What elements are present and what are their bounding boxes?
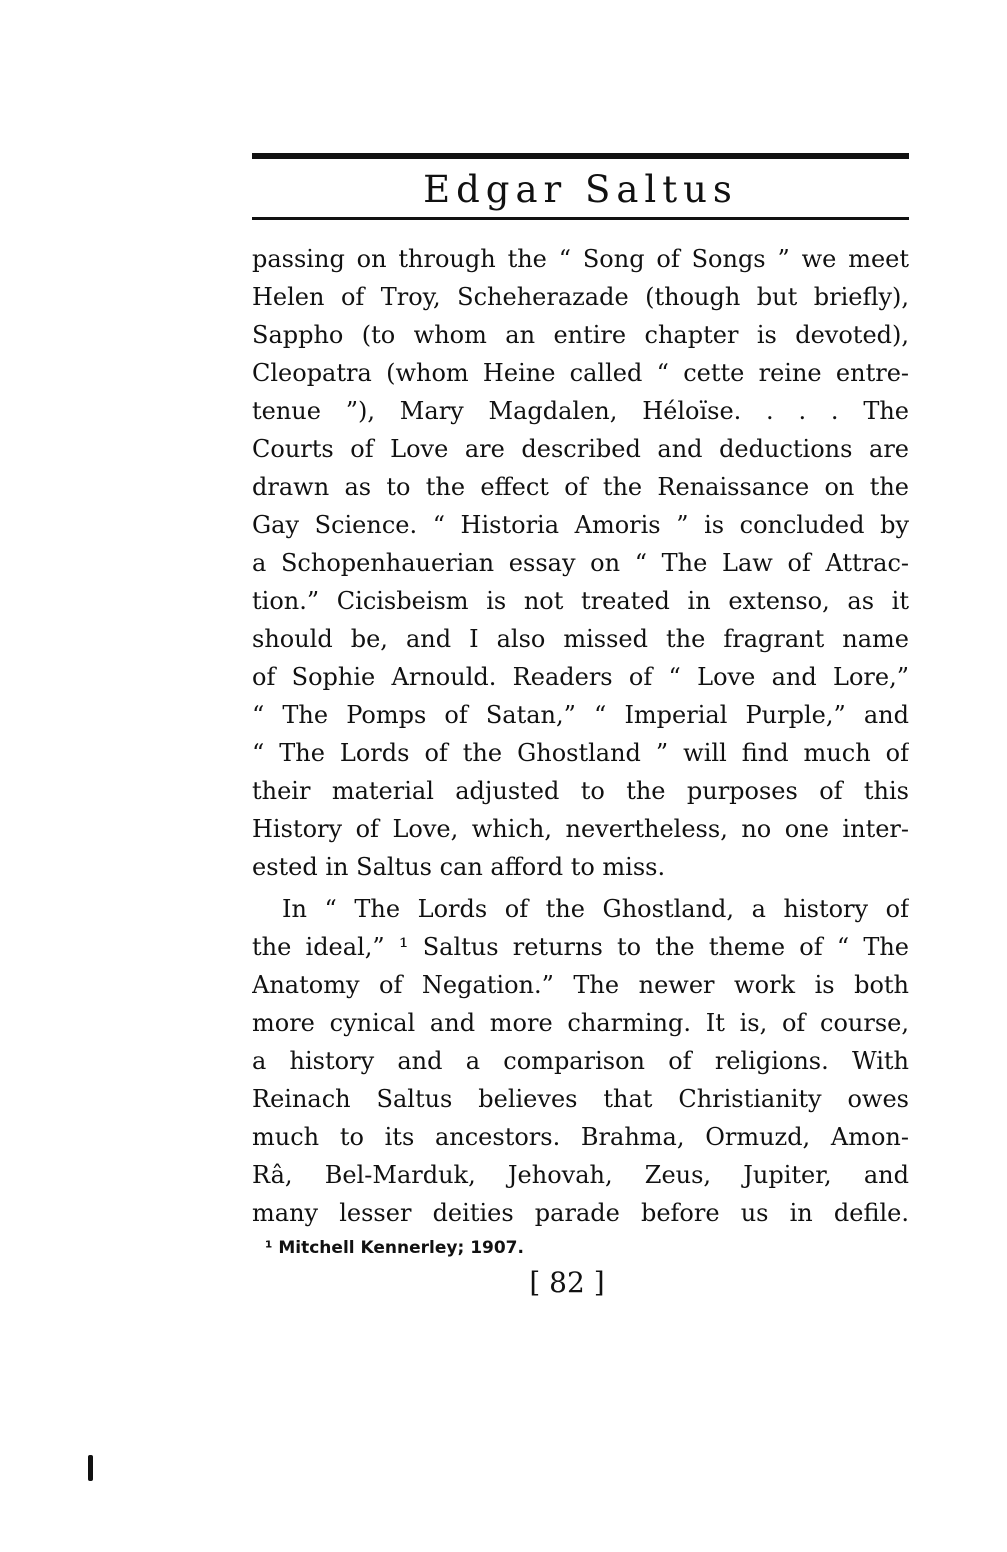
text-line: tenue ”), Mary Magdalen, Héloïse. . . . The (252, 397, 909, 425)
scan-edge-mark (88, 1455, 93, 1481)
text-line: a Schopenhauerian essay on “ The Law of Attrac- (252, 549, 909, 577)
text-line: passing on through the “ Song of Songs ” we meet (252, 245, 909, 273)
text-line: Râ, Bel-Marduk, Jehovah, Zeus, Jupiter, and (252, 1161, 909, 1189)
text-line: a history and a comparison of religions. With (252, 1047, 909, 1075)
footnote: ¹ Mitchell Kennerley; 1907. (265, 1238, 524, 1258)
header-rule-bottom (252, 217, 909, 220)
text-line: should be, and I also missed the fragrant name (252, 625, 909, 653)
text-line: Anatomy of Negation.” The newer work is both (252, 971, 909, 999)
header-rule-top (252, 153, 909, 159)
text-line: tion.” Cicisbeism is not treated in extenso, as it (252, 587, 909, 615)
text-line: Reinach Saltus believes that Christianity owes (252, 1085, 909, 1113)
text-line: much to its ancestors. Brahma, Ormuzd, Amon- (252, 1123, 909, 1151)
text-line: Sappho (to whom an entire chapter is devoted), (252, 321, 909, 349)
text-line: “ The Lords of the Ghostland ” will find much of (252, 739, 909, 767)
body-text (252, 240, 909, 1232)
text-line: In “ The Lords of the Ghostland, a history of (282, 895, 909, 923)
text-line: History of Love, which, nevertheless, no one inter- (252, 815, 909, 843)
text-line: “ The Pomps of Satan,” “ Imperial Purple,” and (252, 701, 909, 729)
text-line: Courts of Love are described and deductions are (252, 435, 909, 463)
text-line: many lesser deities parade before us in defile. (252, 1199, 909, 1227)
text-line: drawn as to the effect of the Renaissance on the (252, 473, 909, 501)
text-line: of Sophie Arnould. Readers of “ Love and Lore,” (252, 663, 909, 691)
text-line: Helen of Troy, Scheherazade (though but briefly), (252, 283, 909, 311)
text-line: ested in Saltus can afford to miss. (252, 853, 666, 881)
text-line: Gay Science. “ Historia Amoris ” is concluded by (252, 511, 909, 539)
text-line: their material adjusted to the purposes of this (252, 777, 909, 805)
text-line: more cynical and more charming. It is, of course, (252, 1009, 909, 1037)
text-line: Cleopatra (whom Heine called “ cette reine entre- (252, 359, 909, 387)
page-number: [ 82 ] (529, 1266, 605, 1299)
running-head: Edgar Saltus (423, 168, 738, 211)
text-line: the ideal,” ¹ Saltus returns to the theme of “ The (252, 933, 909, 961)
